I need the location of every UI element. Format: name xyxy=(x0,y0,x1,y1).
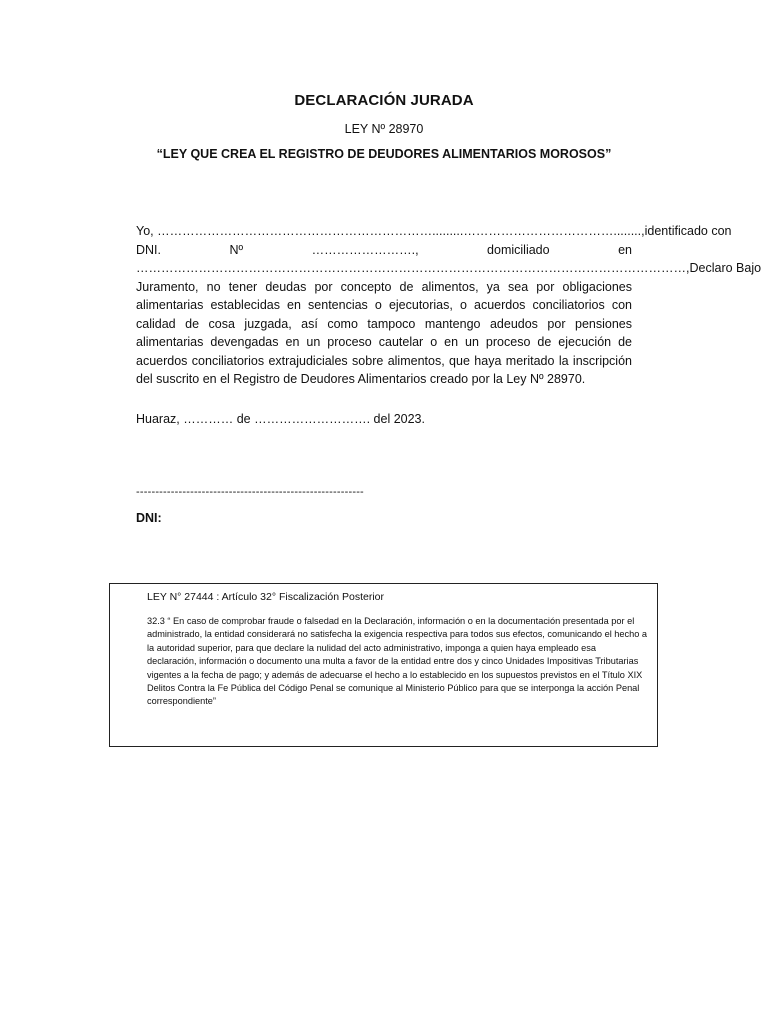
signature-line: ----------------------------------------------------------- xyxy=(136,486,364,498)
dni-blank: ……………………., xyxy=(311,242,419,257)
domiciled-label: domiciliado xyxy=(487,242,550,257)
identified-label: identificado con xyxy=(644,224,732,238)
place-date: Huaraz, ………… de ………………………. del 2023. xyxy=(136,412,425,426)
number-sign: Nº xyxy=(229,242,244,257)
declaration-line-1 xyxy=(136,222,732,241)
declaration-paragraph: Juramento, no tener deudas por concepto de alimentos, ya sea por obligaciones alimentarias establecidas en sentencias o ejecutorias, o acuerdos conciliatorios con calidad de cosa juzgada, así como tampoco mantengo adeudos por pensiones alimentarias devengadas en un proceso cautelar o en un proceso de ejecución de acuerdos conciliatorios extrajudiciales sobre alimentos, que haya meritado la inscripción del suscrito en el Registro de Deudores Alimentarios creado por la Ley Nº 28970. xyxy=(136,279,632,386)
declaration-line-2 xyxy=(136,241,632,260)
legal-notice-text: 32.3 “ En caso de comprobar fraude o falsedad en la Declaración, información o en la documentación presentada por el administrado, la entidad considerará no satisfecha la exigencia respectiva para todos sus efectos, comunicando el hecho a la autoridad superior, para que declare la nulidad del acto administrativo, imponga a quien haya empleado esa declaración, información o documento una multa a favor de la entidad entre dos y cinco Unidades Impositivas Tributarias vigentes a la fecha de pago; y además de adecuarse el hecho a lo establecido en los supuestos previstos en el Título XIX Delitos Contra la Fe Pública del Código Penal se comunique al Ministerio Público para que se interponga la acción Penal correspondiente” xyxy=(147,616,647,707)
name-blank: Yo, ………………………………………………………….........………………………………........, xyxy=(136,224,645,238)
in-label: en xyxy=(618,242,632,257)
legal-notice-title: LEY N° 27444 : Artículo 32° Fiscalización Posterior xyxy=(147,591,384,603)
declaration-body xyxy=(136,222,762,389)
address-blank: ……………………………………………………………………………………………………………………, xyxy=(136,261,690,275)
signature-dni-label: DNI: xyxy=(136,511,162,525)
declare-label: Declaro Bajo xyxy=(689,261,762,275)
dni-abbrev: DNI. xyxy=(136,242,161,257)
law-number: LEY Nº 28970 xyxy=(344,122,424,136)
document-title: DECLARACIÓN JURADA xyxy=(294,92,474,109)
law-name: “LEY QUE CREA EL REGISTRO DE DEUDORES ALIMENTARIOS MOROSOS” xyxy=(156,147,612,161)
declaration-line-3 xyxy=(136,259,762,278)
legal-notice-box xyxy=(109,583,658,747)
